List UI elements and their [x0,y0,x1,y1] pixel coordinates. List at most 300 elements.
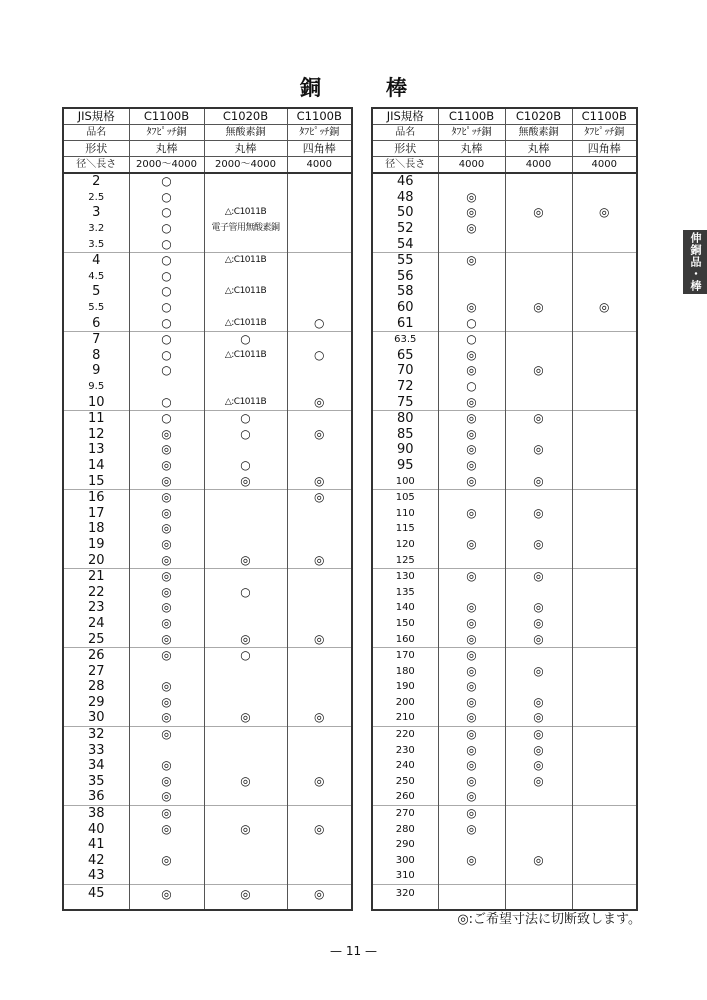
availability-cell: ○ [129,173,204,190]
availability-cell: ◎ [505,473,572,489]
availability-cell: ○ [129,331,204,347]
header-cell: 4000 [438,157,505,174]
availability-cell [572,410,637,426]
diameter-cell: 26 [63,647,129,663]
table-row [372,331,637,347]
availability-cell [287,190,352,206]
table-row [372,647,637,663]
table-row [372,410,637,426]
availability-cell: ◎ [438,600,505,616]
availability-cell: ◎ [438,205,505,221]
availability-cell [505,805,572,821]
header-cell: C1100B [287,108,352,125]
availability-cell [572,647,637,663]
availability-cell: ◎ [129,568,204,584]
diameter-cell: 9 [63,363,129,379]
availability-cell [505,221,572,237]
availability-cell: ◎ [505,726,572,742]
availability-cell: ○ [129,190,204,206]
table-row [372,679,637,695]
availability-cell [287,600,352,616]
availability-cell: ◎ [129,789,204,805]
availability-cell: ◎ [287,552,352,568]
availability-cell: ◎ [438,663,505,679]
availability-cell [438,521,505,537]
availability-cell [505,269,572,285]
diameter-cell: 95 [372,458,438,474]
availability-cell: △:C1011B [204,252,287,268]
availability-cell [287,505,352,521]
header-cell: 四角棒 [287,141,352,157]
header-cell: 無酸素銅 [204,125,287,141]
availability-cell [204,853,287,869]
diameter-cell: 24 [63,616,129,632]
header-cell: 2000〜4000 [204,157,287,174]
diameter-cell: 5 [63,284,129,300]
availability-cell [129,663,204,679]
availability-cell [438,269,505,285]
availability-cell [505,284,572,300]
diameter-cell: 58 [372,284,438,300]
diameter-cell: 220 [372,726,438,742]
availability-cell [572,805,637,821]
availability-cell: ◎ [129,647,204,663]
table-row [372,853,637,869]
availability-cell: ◎ [505,695,572,711]
availability-cell [287,252,352,268]
availability-cell: ◎ [129,521,204,537]
header-cell: ﾀﾌﾋﾟｯﾁ銅 [129,125,204,141]
table-row [372,363,637,379]
table-row [63,742,352,758]
diameter-cell: 2.5 [63,190,129,206]
header-row [63,108,352,125]
table-row [63,410,352,426]
header-row [63,125,352,141]
availability-cell [572,774,637,790]
diameter-cell: 8 [63,348,129,364]
diameter-cell: 19 [63,537,129,553]
availability-cell: △:C1011B [204,394,287,410]
availability-cell [505,679,572,695]
availability-cell [438,837,505,853]
availability-cell [505,647,572,663]
availability-cell [572,695,637,711]
table-row [63,221,352,237]
diameter-cell: 70 [372,363,438,379]
availability-cell: ◎ [505,631,572,647]
availability-cell [287,584,352,600]
table-row [63,269,352,285]
availability-cell [438,489,505,505]
diameter-cell: 105 [372,489,438,505]
diameter-cell: 65 [372,348,438,364]
diameter-cell: 45 [63,884,129,910]
table-row [63,315,352,331]
availability-cell [204,789,287,805]
legend-note: ◎:ご希望寸法に切断致します。 [457,912,641,927]
table-row [372,537,637,553]
section-side-tab[interactable] [683,230,707,294]
availability-cell [572,821,637,837]
table-row [372,190,637,206]
table-row [63,616,352,632]
availability-cell [204,679,287,695]
availability-cell: △:C1011B [204,348,287,364]
availability-cell [505,379,572,395]
availability-cell: ○ [129,252,204,268]
availability-cell: ◎ [438,410,505,426]
header-cell: C1020B [505,108,572,125]
availability-cell: ◎ [129,537,204,553]
diameter-cell: 20 [63,552,129,568]
availability-cell [287,537,352,553]
diameter-cell: 100 [372,473,438,489]
availability-cell [505,868,572,884]
table-row [63,821,352,837]
table-row [372,348,637,364]
availability-cell [572,190,637,206]
availability-cell: ◎ [505,774,572,790]
table-row [63,710,352,726]
diameter-cell: 17 [63,505,129,521]
diameter-cell: 46 [372,173,438,190]
diameter-cell: 11 [63,410,129,426]
availability-cell: 電子管用無酸素銅 [204,221,287,237]
availability-cell [505,236,572,252]
copper-bar-table-left [62,107,353,911]
availability-cell: ◎ [129,805,204,821]
availability-cell: ◎ [438,537,505,553]
table-row [63,394,352,410]
availability-cell [572,236,637,252]
availability-cell [572,473,637,489]
header-cell: C1100B [572,108,637,125]
diameter-cell: 140 [372,600,438,616]
availability-cell: ◎ [129,695,204,711]
availability-cell: ◎ [129,631,204,647]
availability-cell: ○ [129,300,204,316]
availability-cell [204,269,287,285]
table-row [63,726,352,742]
availability-cell [572,552,637,568]
table-row [63,521,352,537]
availability-cell: ◎ [505,300,572,316]
diameter-cell: 80 [372,410,438,426]
availability-cell: ◎ [438,190,505,206]
availability-cell: ○ [129,315,204,331]
diameter-cell: 28 [63,679,129,695]
table-row [372,821,637,837]
availability-cell [505,331,572,347]
availability-cell [129,868,204,884]
availability-cell: ◎ [505,710,572,726]
table-row [372,805,637,821]
availability-cell [505,821,572,837]
diameter-cell: 30 [63,710,129,726]
availability-cell [287,805,352,821]
availability-cell [204,742,287,758]
table-row [63,331,352,347]
availability-cell: ◎ [287,774,352,790]
diameter-cell: 18 [63,521,129,537]
availability-cell [572,489,637,505]
availability-cell [505,789,572,805]
diameter-cell: 54 [372,236,438,252]
availability-cell [572,427,637,443]
availability-cell [204,489,287,505]
diameter-cell: 56 [372,269,438,285]
availability-cell: ◎ [505,853,572,869]
availability-cell: ◎ [204,774,287,790]
table-row [63,568,352,584]
table-row [63,300,352,316]
diameter-cell: 170 [372,647,438,663]
diameter-cell: 85 [372,427,438,443]
availability-cell [287,853,352,869]
diameter-cell: 32 [63,726,129,742]
availability-cell [287,379,352,395]
availability-cell: ◎ [129,427,204,443]
availability-cell [572,884,637,910]
diameter-cell: 55 [372,252,438,268]
table-row [372,269,637,285]
availability-cell: ○ [129,284,204,300]
availability-cell: ◎ [129,758,204,774]
availability-cell: ◎ [129,584,204,600]
table-row [372,837,637,853]
header-cell: 4000 [572,157,637,174]
availability-cell: ◎ [287,631,352,647]
availability-cell: ◎ [129,821,204,837]
table-row [63,489,352,505]
diameter-cell: 14 [63,458,129,474]
table-row [63,774,352,790]
table-row [372,521,637,537]
table-row [63,252,352,268]
availability-cell [505,252,572,268]
diameter-cell: 15 [63,473,129,489]
diameter-cell: 135 [372,584,438,600]
availability-cell: ◎ [204,710,287,726]
diameter-cell: 6 [63,315,129,331]
availability-cell [287,442,352,458]
header-row [63,141,352,157]
availability-cell: ◎ [505,205,572,221]
availability-cell: ◎ [438,221,505,237]
availability-cell: ○ [287,315,352,331]
diameter-cell: 290 [372,837,438,853]
table-row [63,363,352,379]
diameter-cell: 41 [63,837,129,853]
table-row [372,616,637,632]
availability-cell: ○ [204,584,287,600]
diameter-cell: 40 [63,821,129,837]
header-row [372,108,637,125]
table-row [63,552,352,568]
availability-cell: ◎ [438,789,505,805]
diameter-cell: 5.5 [63,300,129,316]
header-cell: 丸棒 [505,141,572,157]
availability-cell [204,837,287,853]
availability-cell: ◎ [438,695,505,711]
copper-bar-table-right [371,107,638,911]
availability-cell: ◎ [438,568,505,584]
availability-cell [438,173,505,190]
availability-cell: ◎ [505,758,572,774]
availability-cell [572,284,637,300]
availability-cell: ○ [204,647,287,663]
availability-cell [572,853,637,869]
availability-cell [505,489,572,505]
table-row [63,537,352,553]
table-row [63,505,352,521]
availability-cell [129,742,204,758]
table-row [372,695,637,711]
header-cell: 4000 [287,157,352,174]
availability-cell [505,348,572,364]
availability-cell [438,584,505,600]
availability-cell: ◎ [204,884,287,910]
diameter-cell: 60 [372,300,438,316]
diameter-cell: 310 [372,868,438,884]
availability-cell: ◎ [438,427,505,443]
diameter-cell: 7 [63,331,129,347]
availability-cell [438,552,505,568]
header-cell: 丸棒 [129,141,204,157]
diameter-cell: 280 [372,821,438,837]
availability-cell: ◎ [129,552,204,568]
availability-cell [572,679,637,695]
availability-cell [505,837,572,853]
availability-cell [572,221,637,237]
availability-cell [287,458,352,474]
diameter-cell: 3 [63,205,129,221]
table-row [372,568,637,584]
availability-cell: ◎ [505,600,572,616]
table-row [372,552,637,568]
availability-cell: ◎ [204,473,287,489]
diameter-cell: 300 [372,853,438,869]
availability-cell [204,663,287,679]
availability-cell: ◎ [505,568,572,584]
availability-cell [572,363,637,379]
availability-cell [438,868,505,884]
diameter-cell: 13 [63,442,129,458]
diameter-cell: 12 [63,427,129,443]
table-row [63,805,352,821]
header-cell: ﾀﾌﾋﾟｯﾁ銅 [572,125,637,141]
table-row [372,427,637,443]
table-row [63,379,352,395]
availability-cell: ◎ [438,647,505,663]
table-row [63,884,352,910]
availability-cell: ◎ [438,252,505,268]
header-cell: 丸棒 [438,141,505,157]
table-row [63,837,352,853]
header-cell: C1020B [204,108,287,125]
diameter-cell: 240 [372,758,438,774]
availability-cell [287,363,352,379]
header-cell: 品名 [372,125,438,141]
table-row [372,726,637,742]
availability-cell: ◎ [287,489,352,505]
availability-cell: ◎ [438,805,505,821]
availability-cell [505,884,572,910]
availability-cell [204,505,287,521]
availability-cell [572,631,637,647]
table-row [372,600,637,616]
availability-cell: ○ [438,331,505,347]
availability-cell: ○ [204,427,287,443]
availability-cell: ◎ [129,600,204,616]
availability-cell [287,868,352,884]
availability-cell: ◎ [287,394,352,410]
availability-cell: ◎ [438,363,505,379]
table-row [372,758,637,774]
availability-cell [204,616,287,632]
diameter-cell: 130 [372,568,438,584]
table-row [63,458,352,474]
availability-cell [438,884,505,910]
table-row [63,758,352,774]
availability-cell [204,695,287,711]
availability-cell [505,315,572,331]
diameter-cell: 35 [63,774,129,790]
table-row [63,600,352,616]
section-side-tab-label: 伸銅品・棒 [689,232,702,292]
availability-cell [505,552,572,568]
table-row [372,379,637,395]
availability-cell [287,837,352,853]
table-row [63,427,352,443]
diameter-cell: 200 [372,695,438,711]
diameter-cell: 160 [372,631,438,647]
header-cell: ﾀﾌﾋﾟｯﾁ銅 [438,125,505,141]
availability-cell [572,521,637,537]
diameter-cell: 38 [63,805,129,821]
table-row [372,442,637,458]
availability-cell [204,758,287,774]
header-cell: 形状 [372,141,438,157]
availability-cell [572,505,637,521]
availability-cell: ◎ [572,300,637,316]
availability-cell [572,252,637,268]
table-row [63,789,352,805]
table-row [63,348,352,364]
header-cell: C1100B [129,108,204,125]
availability-cell: ◎ [505,663,572,679]
availability-cell: ◎ [438,821,505,837]
availability-cell [287,236,352,252]
availability-cell [287,758,352,774]
diameter-cell: 4 [63,252,129,268]
availability-cell: ○ [129,348,204,364]
availability-cell: ◎ [505,363,572,379]
availability-cell: ◎ [572,205,637,221]
availability-cell: ◎ [438,679,505,695]
table-row [372,205,637,221]
diameter-cell: 75 [372,394,438,410]
availability-cell [572,379,637,395]
table-row [372,884,637,910]
diameter-cell: 110 [372,505,438,521]
availability-cell: ◎ [129,489,204,505]
table-row [63,190,352,206]
availability-cell [204,537,287,553]
availability-cell: ◎ [438,710,505,726]
header-cell: 径＼長さ [63,157,129,174]
